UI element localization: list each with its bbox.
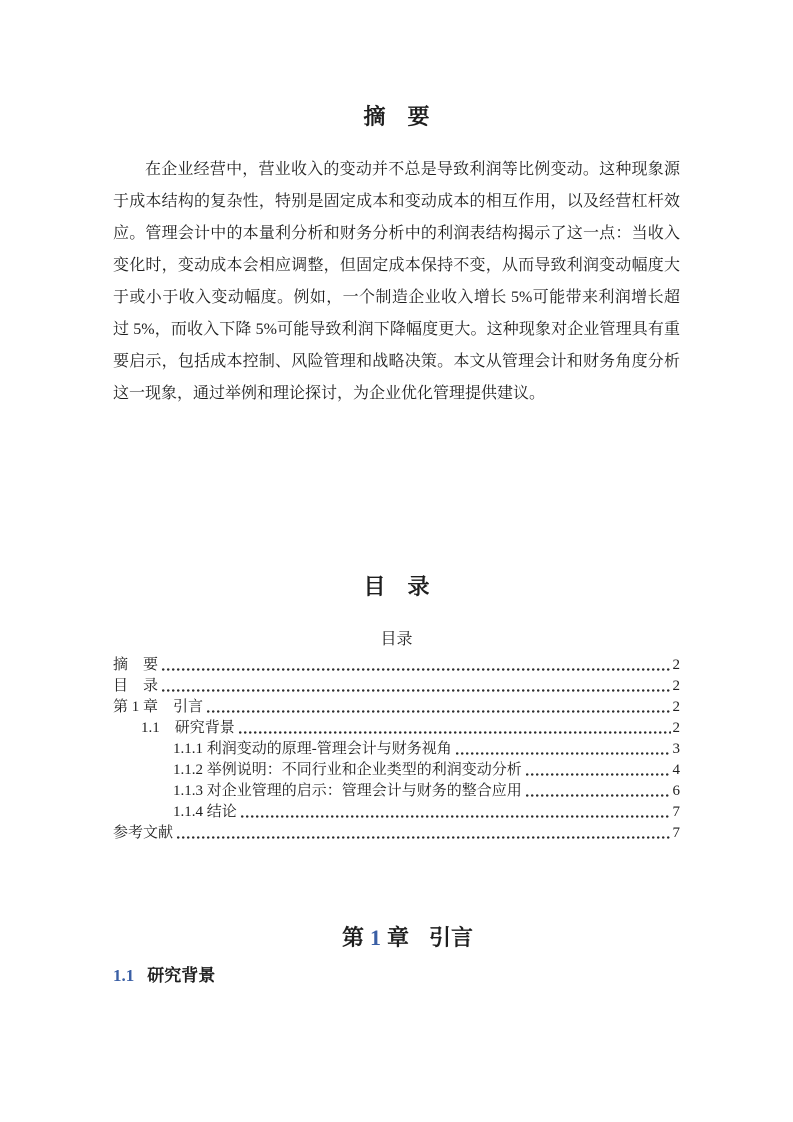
toc-entry[interactable] <box>113 780 680 801</box>
toc-entry-label: 目 录 <box>113 678 159 694</box>
chapter-label-suffix: 章 <box>386 925 409 950</box>
toc-dot-leader <box>162 668 670 671</box>
toc-entry[interactable] <box>113 675 680 696</box>
toc-entry-page-number: 3 <box>672 741 680 757</box>
toc-entry-label: 第 1 章 引言 <box>113 699 204 715</box>
toc-entry-label: 摘 要 <box>113 657 159 673</box>
toc-entry[interactable] <box>113 801 680 822</box>
toc-entry-page-number: 7 <box>672 825 680 841</box>
toc-entry-page-number: 6 <box>672 783 680 799</box>
toc-entry-label: 1.1.2 举例说明：不同行业和企业类型的利润变动分析 <box>173 762 522 778</box>
toc-entry-page-number: 2 <box>672 720 680 736</box>
toc-entry[interactable] <box>113 654 680 675</box>
toc-dot-leader <box>526 794 671 797</box>
section-heading <box>113 964 680 988</box>
toc-list <box>113 654 680 843</box>
section-number: 1.1 <box>113 966 135 985</box>
toc-entry-label: 1.1.4 结论 <box>173 804 237 820</box>
toc-entry-page-number: 2 <box>672 699 680 715</box>
toc-dot-leader <box>456 752 671 755</box>
toc-entry[interactable] <box>113 738 680 759</box>
toc-title: 目 录 <box>363 574 430 599</box>
toc-entry-page-number: 2 <box>672 678 680 694</box>
toc-dot-leader <box>207 710 670 713</box>
toc-dot-leader <box>162 689 670 692</box>
toc-entry[interactable] <box>113 822 680 843</box>
toc-entry-label: 1.1 研究背景 <box>141 720 235 736</box>
abstract-title: 摘 要 <box>363 104 430 129</box>
chapter-label-prefix: 第 <box>341 925 364 950</box>
toc-dot-leader <box>241 815 671 818</box>
toc-dot-leader <box>239 731 671 734</box>
section-title-text: 研究背景 <box>147 966 216 985</box>
toc-dot-leader <box>526 773 671 776</box>
toc-entry-label: 1.1.3 对企业管理的启示：管理会计与财务的整合应用 <box>173 783 522 799</box>
toc-dot-leader <box>177 836 670 839</box>
toc-entry-page-number: 4 <box>672 762 680 778</box>
chapter-title-text: 引言 <box>429 925 474 950</box>
abstract-paragraph: 在企业经营中，营业收入的变动并不总是导致利润等比例变动。这种现象源于成本结构的复杂性，特别是固定成本和变动成本的相互作用，以及经营杠杆效应。管理会计中的本量利分析和财务分析中的利润表结构揭示了这一点：当收入变化时，变动成本会相应调整，但固定成本保持不变，从而导致利润变动幅度大于或小于收入变动幅度。例如，一个制造企业收入增长 5%可能带来利润增长超过 5%，而收入下降 5%可能导致利润下降幅度更大。这种现象对企业管理具有重要启示，包括成本控制、风险管理和战略决策。本文从管理会计和财务角度分析这一现象，通过举例和理论探讨，为企业优化管理提供建议。 <box>113 161 680 402</box>
toc-entry-label: 1.1.1 利润变动的原理-管理会计与财务视角 <box>173 741 452 757</box>
toc-entry-label: 参考文献 <box>113 825 174 841</box>
chapter-number: 1 <box>369 925 381 950</box>
toc-entry-page-number: 2 <box>672 657 680 673</box>
toc-entry[interactable] <box>113 717 680 738</box>
toc-subtitle: 目录 <box>380 631 413 648</box>
toc-entry-page-number: 7 <box>672 804 680 820</box>
toc-entry[interactable] <box>113 759 680 780</box>
toc-entry[interactable] <box>113 696 680 717</box>
